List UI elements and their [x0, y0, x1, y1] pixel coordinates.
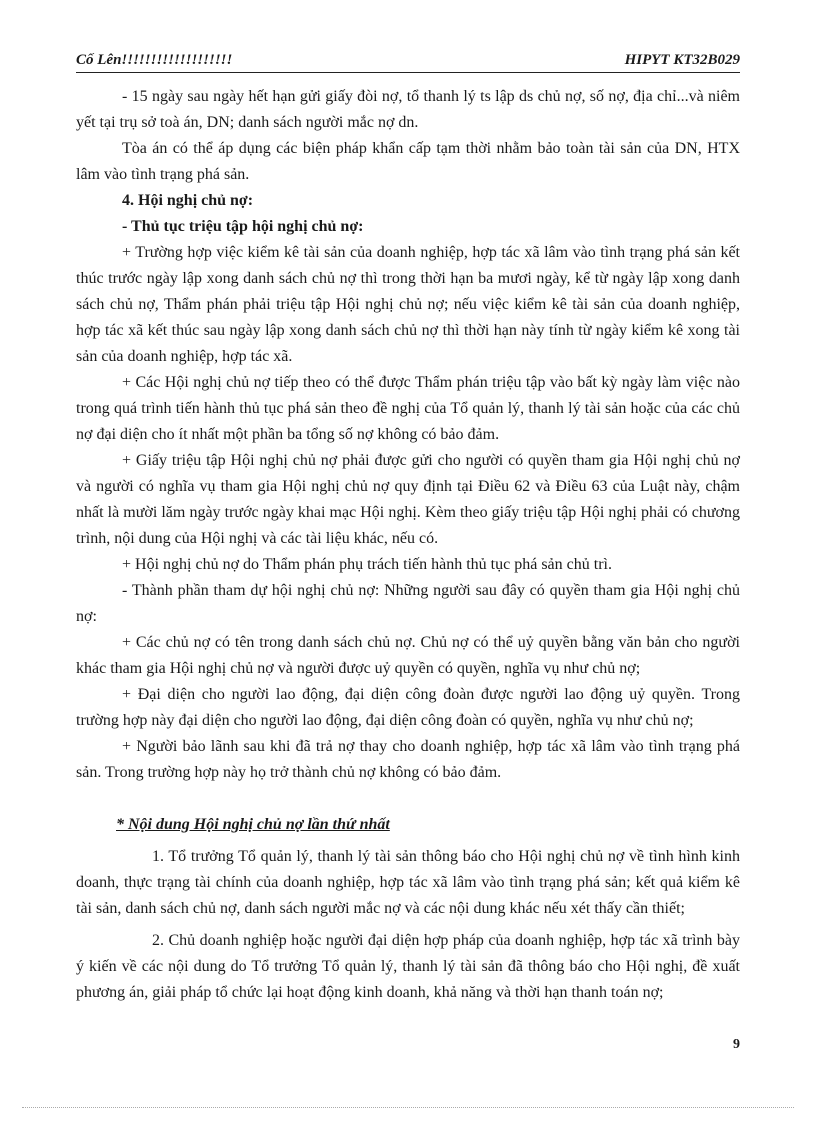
page-header [76, 50, 740, 73]
header-right-text: HIPYT KT32B029 [624, 52, 740, 68]
header-left-text: Cố Lên!!!!!!!!!!!!!!!!!!! [76, 52, 233, 68]
paragraph: - 15 ngày sau ngày hết hạn gửi giấy đòi nợ, tổ thanh lý ts lập ds chủ nợ, số nợ, địa chỉ...và niêm yết tại trụ sở toà án, DN; danh sách người mắc nợ dn. [76, 88, 740, 131]
section-title: * Nội dung Hội nghị chủ nợ lần thứ nhất [116, 816, 390, 833]
paragraph: Tòa án có thể áp dụng các biện pháp khẩn cấp tạm thời nhằm bảo toàn tài sản của DN, HTX lâm vào tình trạng phá sản. [76, 140, 740, 183]
subsection-heading: - Thủ tục triệu tập hội nghị chủ nợ: [122, 218, 364, 235]
paragraph: + Trường hợp việc kiểm kê tài sản của doanh nghiệp, hợp tác xã lâm vào tình trạng phá sản kết thúc trước ngày lập xong danh sách chủ nợ thì trong thời hạn ba mươi ngày, kể từ ngày lập xong danh sách chủ nợ, Thẩm phán phải triệu tập Hội nghị chủ nợ; nếu việc kiểm kê tài sản của doanh nghiệp, hợp tác xã kết thúc sau ngày lập xong danh sách chủ nợ thì thời hạn này tính từ ngày kiểm kê xong tài sản của doanh nghiệp, hợp tác xã. [76, 244, 740, 365]
list-item: 1. Tổ trưởng Tổ quản lý, thanh lý tài sản thông báo cho Hội nghị chủ nợ về tình hình kinh doanh, thực trạng tài chính của doanh nghiệp, hợp tác xã lâm vào tình trạng phá sản; kết quả kiểm kê tài sản, danh sách chủ nợ, danh sách người mắc nợ và các nội dung khác nếu xét thấy cần thiết; [76, 848, 740, 917]
paragraph: + Đại diện cho người lao động, đại diện công đoàn được người lao động uỷ quyền. Trong trường hợp này đại diện cho người lao động, đại diện công đoàn có quyền, nghĩa vụ như chủ nợ; [76, 686, 740, 729]
paragraph: + Các chủ nợ có tên trong danh sách chủ nợ. Chủ nợ có thể uỷ quyền bằng văn bản cho người khác tham gia Hội nghị chủ nợ và người được uỷ quyền có quyền, nghĩa vụ như chủ nợ; [76, 634, 740, 677]
paragraph: + Các Hội nghị chủ nợ tiếp theo có thể được Thẩm phán triệu tập vào bất kỳ ngày làm việc nào trong quá trình tiến hành thủ tục phá sản theo đề nghị của Tổ quản lý, thanh lý tài sản hoặc của các chủ nợ đại diện cho ít nhất một phần ba tổng số nợ không có bảo đảm. [76, 374, 740, 443]
list-item: 2. Chủ doanh nghiệp hoặc người đại diện hợp pháp của doanh nghiệp, hợp tác xã trình bày ý kiến về các nội dung do Tổ trưởng Tổ quản lý, thanh lý tài sản đã thông báo cho Hội nghị, đề xuất phương án, giải pháp tổ chức lại hoạt động kinh doanh, khả năng và thời hạn thanh toán nợ; [76, 932, 740, 1001]
page-number: 9 [733, 1037, 740, 1052]
paragraph: - Thành phần tham dự hội nghị chủ nợ: Những người sau đây có quyền tham gia Hội nghị chủ nợ: [76, 582, 740, 625]
paragraph: + Người bảo lãnh sau khi đã trả nợ thay cho doanh nghiệp, hợp tác xã lâm vào tình trạng phá sản. Trong trường hợp này họ trở thành chủ nợ không có bảo đảm. [76, 738, 740, 781]
paragraph: + Giấy triệu tập Hội nghị chủ nợ phải được gửi cho người có quyền tham gia Hội nghị chủ nợ và người có nghĩa vụ tham gia Hội nghị chủ nợ quy định tại Điều 62 và Điều 63 của Luật này, chậm nhất là mười lăm ngày trước ngày khai mạc Hội nghị. Kèm theo giấy triệu tập Hội nghị phải có chương trình, nội dung của Hội nghị và các tài liệu khác, nếu có. [76, 452, 740, 547]
paragraph: + Hội nghị chủ nợ do Thẩm phán phụ trách tiến hành thủ tục phá sản chủ trì. [122, 556, 612, 573]
document-body [76, 84, 740, 1006]
footer-divider [22, 1107, 794, 1108]
section-heading: 4. Hội nghị chủ nợ: [122, 192, 254, 209]
